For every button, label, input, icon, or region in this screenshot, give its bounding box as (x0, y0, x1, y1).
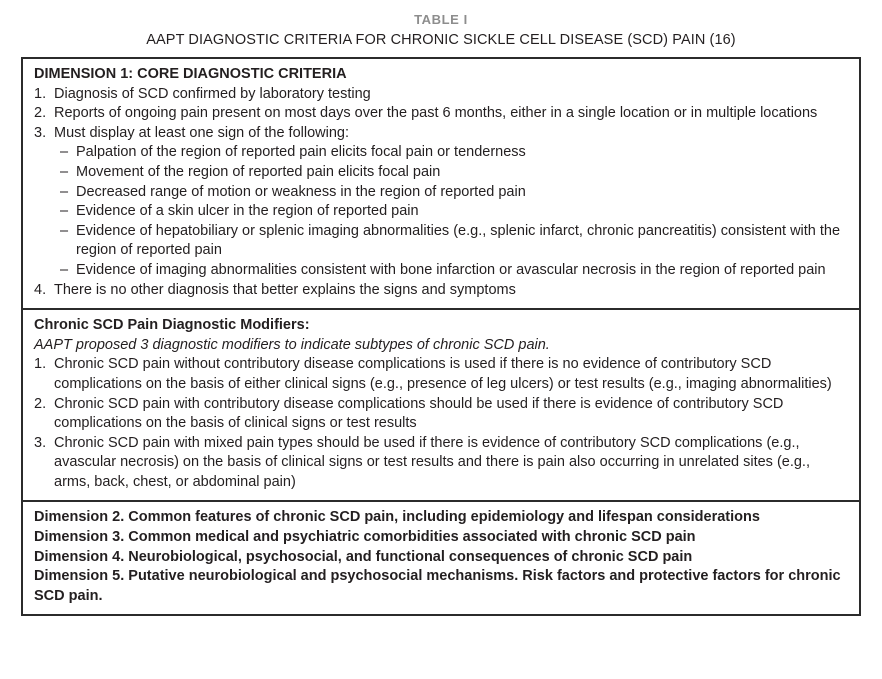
sign-item-5 (60, 222, 849, 261)
item-text: Reports of ongoing pain present on most days over the past 6 months, either in a single location or in multiple locations (54, 105, 818, 122)
section-dimension1 (23, 59, 859, 310)
criteria-item-2 (34, 104, 849, 124)
criteria-item-1 (34, 85, 849, 105)
item-text: Chronic SCD pain with contributory disease complications should be used if there is evidence of contributory SCD complications on the basis of clinical signs or test results (54, 395, 784, 432)
dimension4-line: Dimension 4. Neurobiological, psychosocial, and functional consequences of chronic SCD pain (34, 548, 693, 565)
sign-item-4 (60, 202, 849, 222)
dash-marker: – (60, 261, 69, 278)
modifier-item-2 (34, 395, 849, 434)
table-title: AAPT DIAGNOSTIC CRITERIA FOR CHRONIC SICKLE CELL DISEASE (SCD) PAIN (16) (146, 32, 736, 48)
item-marker: 1. (34, 85, 47, 102)
modifier-item-3 (34, 434, 849, 493)
item-text: Must display at least one sign of the following: (54, 124, 349, 141)
item-marker: 3. (34, 124, 47, 141)
dimension3-line: Dimension 3. Common medical and psychiatric comorbidities associated with chronic SCD pain (34, 529, 696, 546)
section-modifiers (23, 310, 859, 502)
sign-text: Palpation of the region of reported pain elicits focal pain or tenderness (76, 144, 526, 161)
item-marker: 2. (34, 105, 47, 122)
item-marker: 3. (34, 434, 47, 451)
dash-marker: – (60, 163, 69, 180)
sign-item-2 (60, 163, 849, 183)
item-text: Chronic SCD pain with mixed pain types should be used if there is evidence of contributory SCD complications (e.g., avascular necrosis) on the basis of clinical signs or test results and there is pain also occurring in unrelated sites (e.g., arms, back, chest, or abdominal pain) (54, 434, 810, 490)
dimension1-header: DIMENSION 1: CORE DIAGNOSTIC CRITERIA (34, 66, 347, 82)
dash-marker: – (60, 203, 69, 220)
sign-item-1 (60, 143, 849, 163)
dash-marker: – (60, 222, 69, 239)
dimension5-line: Dimension 5. Putative neurobiological and psychosocial mechanisms. Risk factors and protective factors for chronic SCD pain. (34, 568, 841, 604)
table-label: TABLE I (414, 12, 468, 27)
item-marker: 2. (34, 395, 47, 412)
modifiers-header: Chronic SCD Pain Diagnostic Modifiers: (34, 317, 310, 334)
dash-marker: – (60, 144, 69, 161)
sign-item-3 (60, 183, 849, 203)
item-text: Chronic SCD pain without contributory disease complications is used if there is no evidence of contributory SCD complications on the basis of either clinical signs (e.g., presence of leg ulcers) or test results (e.g., imaging abnormalities) (54, 356, 832, 392)
item-text: There is no other diagnosis that better explains the signs and symptoms (54, 281, 516, 298)
section-other-dimensions (23, 502, 859, 614)
sign-text: Movement of the region of reported pain elicits focal pain (76, 163, 441, 180)
item-marker: 1. (34, 356, 47, 373)
modifier-item-1 (34, 355, 849, 394)
item-marker: 4. (34, 281, 47, 298)
criteria-item-3 (34, 124, 849, 144)
dash-marker: – (60, 183, 69, 200)
criteria-item-4 (34, 281, 849, 301)
sign-text: Decreased range of motion or weakness in the region of reported pain (76, 183, 526, 200)
sign-list (60, 143, 849, 280)
dimension2-line: Dimension 2. Common features of chronic SCD pain, including epidemiology and lifespan considerations (34, 509, 760, 526)
sign-text: Evidence of imaging abnormalities consistent with bone infarction or avascular necrosis in the region of reported pain (76, 261, 826, 278)
sign-item-6 (60, 261, 849, 281)
criteria-box (21, 57, 861, 616)
sign-text: Evidence of a skin ulcer in the region of reported pain (76, 203, 419, 220)
item-text: Diagnosis of SCD confirmed by laboratory testing (54, 85, 371, 102)
sign-text: Evidence of hepatobiliary or splenic imaging abnormalities (e.g., splenic infarct, chronic pancreatitis) consistent with the region of reported pain (76, 222, 841, 259)
modifiers-intro: AAPT proposed 3 diagnostic modifiers to indicate subtypes of chronic SCD pain. (34, 336, 550, 353)
